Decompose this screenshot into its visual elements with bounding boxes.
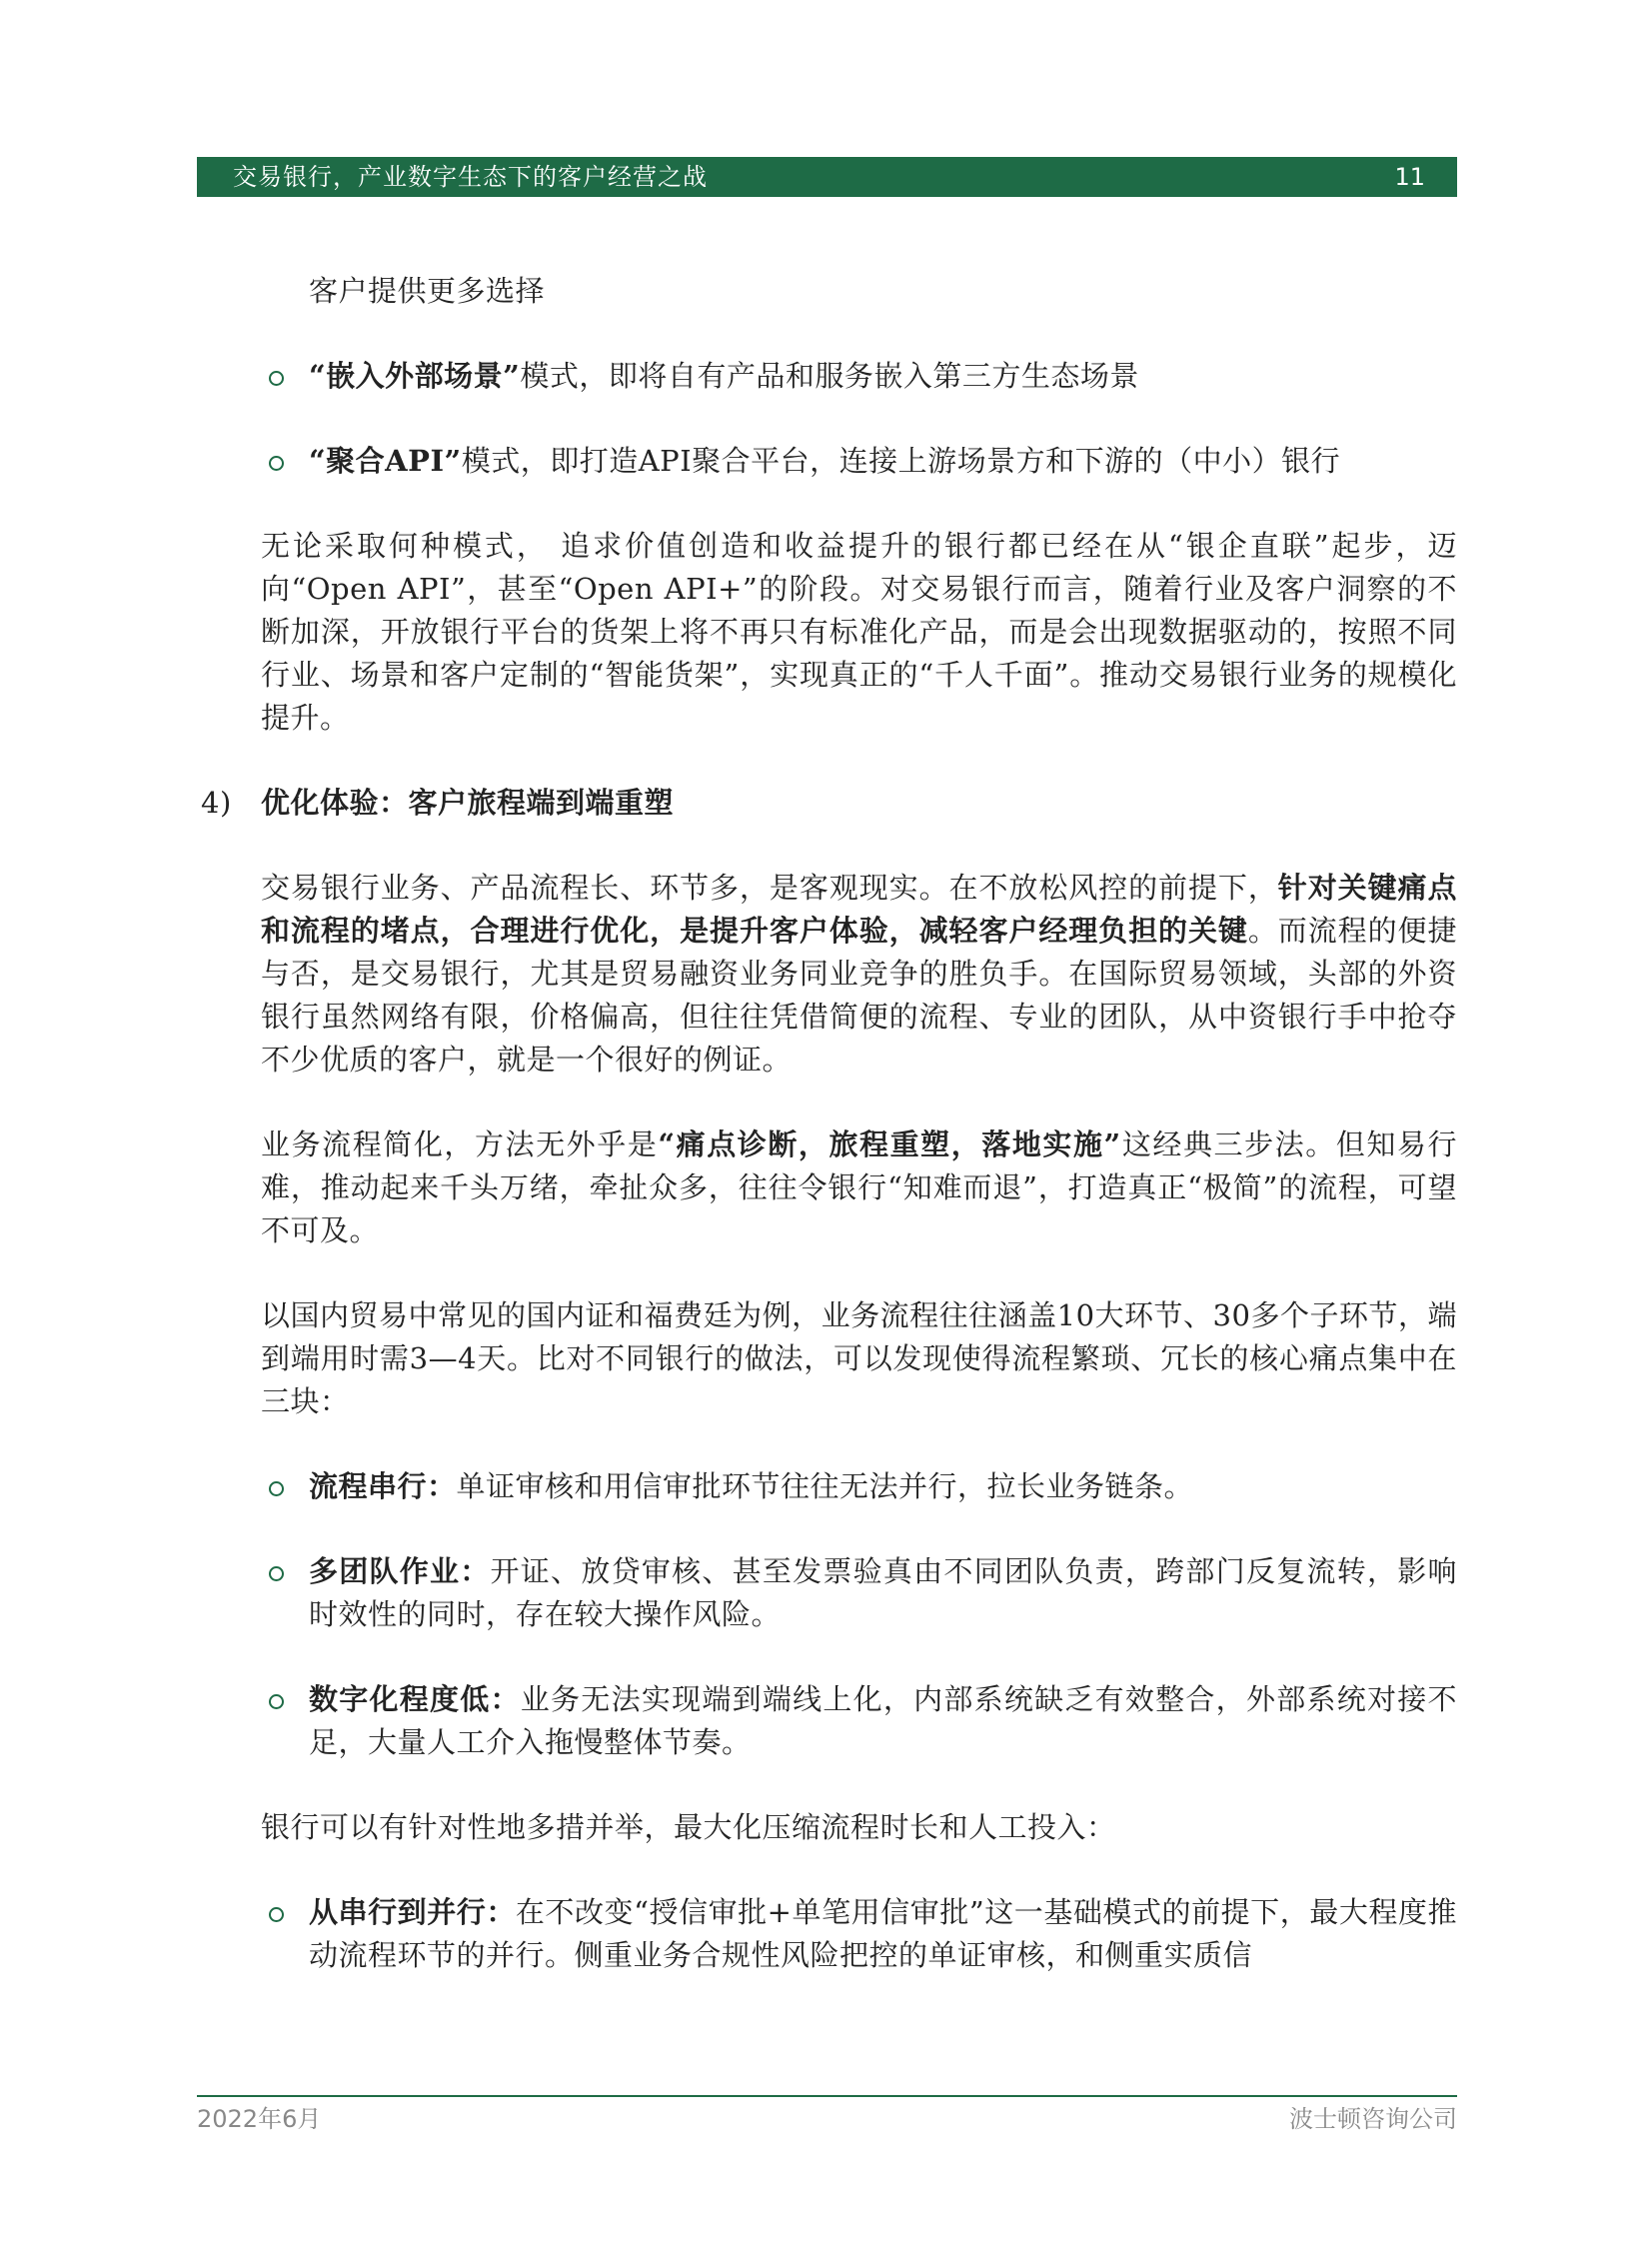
text-run: 这经典三步法。但知易行难，推动起来千头万绪，牵扯众多，往往令银行“知难而退”，打造真正“极简”的流程，可望不可及。 [261,1127,1457,1247]
bullet-bold-label: “聚合API” [309,444,462,478]
bullet-bold-label: 数字化程度低： [309,1682,521,1716]
bullet-bold-label: 多团队作业： [309,1554,491,1588]
text-run: 交易银行业务、产品流程长、环节多，是客观现实。在不放松风控的前提下， [261,871,1278,905]
bullet-circle-icon [269,371,284,386]
section-heading [197,782,1457,825]
bullet-circle-icon [269,1481,284,1496]
text-run: 。而流程的便捷与否，是交易银行，尤其是贸易融资业务同业竞争的胜负手。在国际贸易领域，头部的外资银行虽然网络有限，价格偏高，但往往凭借简便的流程、专业的团队，从中资银行手中抢夺不少优质的客户，就是一个很好的例证。 [261,914,1457,1077]
bullet-circle-icon [269,1694,284,1709]
bullet-text: 业务无法实现端到端线上化，内部系统缺乏有效整合，外部系统对接不足，大量人工介入拖慢整体节奏。 [309,1682,1457,1759]
bullet-aggregate-api [197,440,1457,483]
main-content [197,270,1457,1977]
bold-run: “痛点诊断，旅程重塑，落地实施” [658,1127,1121,1161]
bullet-serial-process [197,1465,1457,1508]
bullet-text: 模式，即将自有产品和服务嵌入第三方生态场景 [520,359,1139,393]
paragraph-continuation: 客户提供更多选择 [309,274,546,308]
bullet-text: 开证、放贷审核、甚至发票验真由不同团队负责，跨部门反复流转，影响时效性的同时，存在较大操作风险。 [309,1554,1457,1631]
bullet-text: 在不改变“授信审批+单笔用信审批”这一基础模式的前提下，最大程度推动流程环节的并行。侧重业务合规性风险把控的单证审核，和侧重实质信 [309,1895,1457,1972]
bullet-circle-icon [269,456,284,471]
paragraph-example: 以国内贸易中常见的国内证和福费廷为例，业务流程往往涵盖10大环节、30多个子环节，端到端用时需3—4天。比对不同银行的做法，可以发现使得流程繁琐、冗长的核心痛点集中在三块： [261,1298,1457,1418]
bullet-bold-label: “嵌入外部场景” [309,359,521,393]
bullet-bold-label: 流程串行： [309,1469,457,1503]
bullet-bold-label: 从串行到并行： [309,1895,516,1929]
paragraph-open-api: 无论采取何种模式， 追求价值创造和收益提升的银行都已经在从“银企直联”起步，迈向“Open API”，甚至“Open API+”的阶段。对交易银行而言，随着行业及客户洞察的不断加深，开放银行平台的货架上将不再只有标准化产品，而是会出现数据驱动的，按照不同行业、场景和客户定制的“智能货架”，实现真正的“千人千面”。推动交易银行业务的规模化提升。 [261,529,1457,735]
paragraph-three-steps [261,1123,1457,1252]
section-number: 4) [201,786,232,820]
bullet-embed-scenario [197,355,1457,398]
header-bar [197,157,1457,197]
bullet-circle-icon [269,1907,284,1922]
footer-date: 2022年6月 [197,2105,322,2133]
bullet-serial-to-parallel [197,1891,1457,1977]
footer-divider [197,2095,1457,2097]
footer-company: 波士顿咨询公司 [1289,2105,1457,2133]
bold-run: 针对关键痛点和流程的堵点，合理进行优化，是提升客户体验，减轻客户经理负担的关键 [261,871,1457,948]
bullet-text: 单证审核和用信审批环节往往无法并行，拉长业务链条。 [456,1469,1194,1503]
bullet-circle-icon [269,1566,284,1581]
page-number: 11 [1394,163,1425,191]
bullet-low-digitization [197,1678,1457,1764]
section-title: 优化体验：客户旅程端到端重塑 [261,786,675,820]
paragraph-process-pain [261,867,1457,1082]
bullet-text: 模式，即打造API聚合平台，连接上游场景方和下游的（中小）银行 [461,444,1341,478]
text-run: 业务流程简化，方法无外乎是 [261,1127,659,1161]
header-title: 交易银行，产业数字生态下的客户经营之战 [233,163,708,191]
paragraph-measures: 银行可以有针对性地多措并举，最大化压缩流程时长和人工投入： [261,1810,1116,1844]
bullet-multi-team [197,1550,1457,1636]
